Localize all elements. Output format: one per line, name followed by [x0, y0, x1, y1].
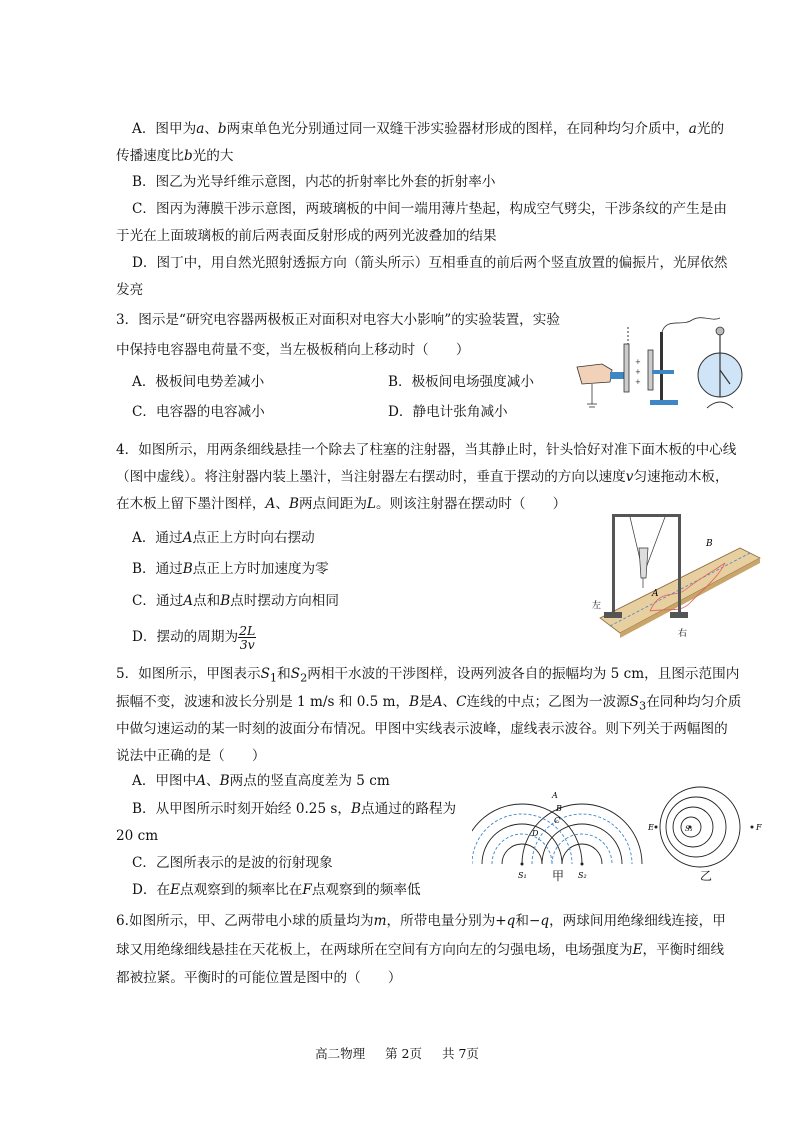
- svg-text:A: A: [652, 589, 659, 599]
- q4-option-c: C．通过A点和B点时摆动方向相同: [132, 593, 339, 609]
- svg-text:S₂: S₂: [578, 871, 587, 880]
- pendulum-syringe-figure: [590, 508, 765, 643]
- q4-option-a: A．通过A点正上方时向右摆动: [132, 530, 315, 546]
- q5-option-c: C．乙图所表示的是波的衍射现象: [132, 855, 333, 871]
- q5-option-d: D．在E点观察到的频率比在F点观察到的频率低: [132, 882, 421, 898]
- doppler-figure-yi: [648, 782, 768, 878]
- svg-text:S₃: S₃: [685, 825, 693, 833]
- q3-option-b: B．极板间电场强度减小: [388, 374, 534, 390]
- footer-total: 共 7页: [441, 1046, 479, 1061]
- q3-stem-line2: 中保持电容器电荷量不变，当左极板稍向上移动时（ ）: [116, 342, 470, 358]
- q5-stem-line2: 振幅不变，波速和波长分别是 1 m/s 和 0.5 m，B是A、C连线的中点；乙图为一波源$S_3$在同种均匀介质: [116, 694, 742, 713]
- q6-line1: 6.如图所示，甲、乙两带电小球的质量均为m，所带电量分别为+q和−q，两球间用绝缘细线连接，甲: [116, 913, 726, 929]
- q2-option-a-line1: A．图甲为a、b两束单色光分别通过同一双缝干涉实验器材形成的图样，在同种均匀介质中，a光的: [132, 121, 725, 137]
- q4-stem-line1: 4．如图所示，用两条细线悬挂一个除去了柱塞的注射器，当其静止时，针头恰好对准下面木板的中心线: [116, 442, 737, 458]
- q3-option-d: D．静电计张角减小: [388, 404, 508, 420]
- q5-stem-line3: 中做匀速运动的某一时刻的波面分布情况。甲图中实线表示波峰，虚线表示波谷。则下列关于两幅图的: [116, 721, 728, 737]
- q4-stem-line2: （图中虚线）。将注射器内装上墨汁，当注射器左右摆动时，垂直于摆动的方向以速度v匀速拖动木板，: [116, 469, 729, 485]
- footer-page: 第 2页: [385, 1046, 422, 1061]
- svg-text:S₁: S₁: [518, 871, 527, 880]
- q2-option-d-line1: D．图丁中，用自然光照射透振方向（箭头所示）互相垂直的前后两个竖直放置的偏振片，光屏依然: [132, 255, 728, 271]
- svg-text:C: C: [554, 816, 561, 825]
- svg-text:+: +: [635, 358, 641, 366]
- svg-text:右: 右: [678, 629, 688, 639]
- q5-option-b-line2: 20 cm: [116, 828, 159, 844]
- q4-option-d: D．摆动的周期为 $\frac{2L}{3v}$: [132, 623, 256, 652]
- period-fraction: $\frac{2L}{3v}$: [239, 623, 256, 652]
- svg-text:E: E: [648, 823, 654, 832]
- capacitor-electroscope-figure: [572, 312, 762, 412]
- q6-line3: 都被拉紧。平衡时的可能位置是图中的（ ）: [116, 970, 402, 986]
- svg-text:D: D: [532, 829, 539, 838]
- svg-text:A: A: [552, 791, 558, 800]
- svg-text:B: B: [556, 804, 562, 813]
- svg-text:+: +: [635, 368, 641, 376]
- q5-stem-line1: 5．如图所示，甲图表示$S_1$和$S_2$两相干水波的干涉图样，设两列波各自的振幅均为 5 cm，且图示范围内: [116, 666, 740, 685]
- q3-stem-line1: 3．图示是“研究电容器两极板正对面积对电容大小影响”的实验装置，实验: [116, 312, 560, 328]
- svg-text:左: 左: [592, 601, 602, 611]
- svg-text:F: F: [756, 823, 762, 832]
- q5-option-b-line1: B．从甲图所示时刻开始经 0.25 s，B点通过的路程为: [132, 801, 457, 817]
- q4-option-b: B．通过B点正上方时加速度为零: [132, 561, 329, 577]
- q2-option-b: B．图乙为光导纤维示意图，内芯的折射率比外套的折射率小: [132, 174, 496, 190]
- q5-stem-line4: 说法中正确的是（ ）: [116, 748, 266, 764]
- q2-option-c-line1: C．图丙为薄膜干涉示意图，两玻璃板的中间一端用薄片垫起，构成空气劈尖，干涉条纹的产生是由: [132, 201, 727, 217]
- q3-option-a: A．极板间电势差减小: [132, 374, 265, 390]
- svg-text:B: B: [706, 539, 713, 549]
- q2-option-d-line2: 发亮: [116, 282, 144, 298]
- q2-option-c-line2: 于光在上面玻璃板的前后两表面反射形成的两列光波叠加的结果: [116, 228, 497, 244]
- figure-label-yi: 乙: [700, 869, 713, 883]
- page-footer: [0, 1044, 794, 1062]
- figure-label-jia: 甲: [552, 869, 565, 883]
- footer-subject: 高二物理: [315, 1046, 366, 1061]
- q5-option-a: A．甲图中A、B两点的竖直高度差为 5 cm: [132, 773, 390, 789]
- q4-stem-line3: 在木板上留下墨汁图样，A、B两点间距为L。则该注射器在摆动时（ ）: [116, 496, 567, 512]
- svg-text:+: +: [635, 378, 641, 386]
- q3-option-c: C．电容器的电容减小: [132, 404, 265, 420]
- q6-line2: 球又用绝缘细线悬挂在天花板上，在两球所在空间有方向向左的匀强电场，电场强度为E，平衡时细线: [116, 942, 725, 958]
- q2-option-a-line2: 传播速度比b光的大: [116, 148, 234, 164]
